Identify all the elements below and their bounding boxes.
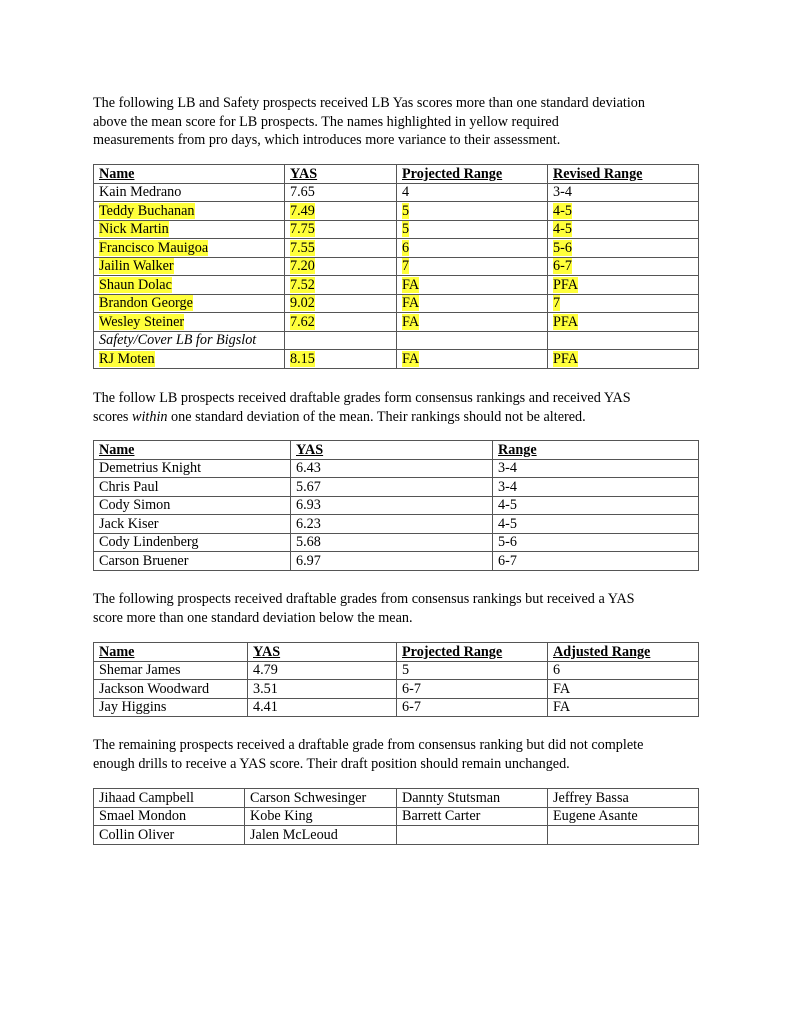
table-row [94, 459, 699, 478]
name-cell: Collin Oliver [94, 826, 245, 845]
name-cell: Eugene Asante [548, 807, 699, 826]
name-cell: Jeffrey Bassa [548, 789, 699, 808]
table-row [94, 552, 699, 571]
cell-name: Wesley Steiner [94, 313, 285, 332]
table-row [94, 698, 699, 717]
cell-name: Chris Paul [94, 478, 291, 497]
cell-projected: FA [397, 313, 548, 332]
cell-name: Brandon George [94, 294, 285, 313]
cell-yas: 4.41 [248, 698, 397, 717]
header-range: Range [493, 441, 699, 460]
table-row [94, 183, 699, 202]
name-cell: Jihaad Campbell [94, 789, 245, 808]
cell-name: Jailin Walker [94, 257, 285, 276]
emphasis-within: within [132, 408, 168, 425]
cell-yas: 5.68 [291, 533, 493, 552]
table-header-row [94, 441, 699, 460]
below-sd-paragraph [93, 590, 703, 627]
name-cell [397, 826, 548, 845]
lb-yas-below-table [93, 642, 699, 717]
table-row [94, 257, 699, 276]
table-row [94, 789, 699, 808]
cell-revised: PFA [548, 313, 699, 332]
cell-revised: 4-5 [548, 220, 699, 239]
cell-range: 3-4 [493, 459, 699, 478]
cell-projected: 5 [397, 661, 548, 680]
cell-adjusted: FA [548, 698, 699, 717]
table-row [94, 496, 699, 515]
name-cell: Jalen McLeoud [245, 826, 397, 845]
cell-yas: 5.67 [291, 478, 493, 497]
intro-line: measurements from pro days, which introduces more variance to their assessment. [93, 132, 561, 148]
cell-yas: 7.55 [285, 239, 397, 258]
no-yas-names-table [93, 788, 699, 845]
cell-revised: PFA [548, 276, 699, 295]
paragraph-line: The remaining prospects received a draftable grade from consensus ranking but did not complete [93, 737, 644, 753]
cell-name: Jackson Woodward [94, 680, 248, 699]
table-row [94, 478, 699, 497]
name-cell: Smael Mondon [94, 807, 245, 826]
header-yas: YAS [285, 165, 397, 184]
cell-yas: 3.51 [248, 680, 397, 699]
header-revised-range: Revised Range [548, 165, 699, 184]
cell-name: Jack Kiser [94, 515, 291, 534]
cell-empty [548, 331, 699, 350]
cell-name: Nick Martin [94, 220, 285, 239]
table-row [94, 313, 699, 332]
header-name: Name [94, 165, 285, 184]
header-projected-range: Projected Range [397, 165, 548, 184]
table-row [94, 515, 699, 534]
cell-yas: 7.52 [285, 276, 397, 295]
table-row [94, 807, 699, 826]
cell-name: Cody Simon [94, 496, 291, 515]
cell-projected: 7 [397, 257, 548, 276]
cell-projected: 6 [397, 239, 548, 258]
table-row [94, 680, 699, 699]
cell-adjusted: FA [548, 680, 699, 699]
table-row [94, 276, 699, 295]
cell-name: Shemar James [94, 661, 248, 680]
cell-yas: 7.20 [285, 257, 397, 276]
table-row [94, 239, 699, 258]
cell-projected: FA [397, 276, 548, 295]
cell-revised: 5-6 [548, 239, 699, 258]
table-row [94, 202, 699, 221]
table-row [94, 826, 699, 845]
paragraph-line: scores within one standard deviation of the mean. Their rankings should not be altered. [93, 408, 586, 425]
cell-name: Kain Medrano [94, 183, 285, 202]
cell-range: 3-4 [493, 478, 699, 497]
cell-yas: 8.15 [285, 350, 397, 369]
intro-line: The following LB and Safety prospects received LB Yas scores more than one standard deviation [93, 95, 645, 111]
cell-projected: 6-7 [397, 680, 548, 699]
name-cell: Dannty Stutsman [397, 789, 548, 808]
cell-yas: 6.97 [291, 552, 493, 571]
no-yas-paragraph [93, 736, 703, 773]
table-row [94, 294, 699, 313]
cell-range: 6-7 [493, 552, 699, 571]
name-cell: Barrett Carter [397, 807, 548, 826]
cell-projected: 5 [397, 220, 548, 239]
cell-name: Francisco Mauigoa [94, 239, 285, 258]
table-row [94, 661, 699, 680]
cell-revised: 4-5 [548, 202, 699, 221]
table-row [94, 350, 699, 369]
paragraph-line: The follow LB prospects received draftable grades form consensus rankings and received YAS [93, 390, 631, 406]
lb-yas-above-table [93, 164, 699, 369]
cell-projected: 4 [397, 183, 548, 202]
paragraph-line: The following prospects received draftable grades from consensus rankings but received a YAS [93, 591, 635, 607]
cell-revised: PFA [548, 350, 699, 369]
cell-range: 5-6 [493, 533, 699, 552]
cell-name: Jay Higgins [94, 698, 248, 717]
cell-name: Cody Lindenberg [94, 533, 291, 552]
paragraph-line: score more than one standard deviation below the mean. [93, 609, 413, 626]
cell-yas: 9.02 [285, 294, 397, 313]
cell-yas: 7.75 [285, 220, 397, 239]
cell-yas: 6.93 [291, 496, 493, 515]
cell-projected: FA [397, 294, 548, 313]
intro-line: above the mean score for LB prospects. The names highlighted in yellow required [93, 113, 559, 130]
within-sd-paragraph [93, 389, 703, 426]
table-header-row [94, 643, 699, 662]
table-header-row [94, 165, 699, 184]
subheader-cell: Safety/Cover LB for Bigslot [94, 331, 285, 350]
name-cell: Kobe King [245, 807, 397, 826]
cell-range: 4-5 [493, 515, 699, 534]
name-cell [548, 826, 699, 845]
cell-name: Carson Bruener [94, 552, 291, 571]
intro-paragraph [93, 94, 703, 150]
cell-yas: 7.65 [285, 183, 397, 202]
cell-yas: 7.49 [285, 202, 397, 221]
cell-name: Demetrius Knight [94, 459, 291, 478]
cell-empty [285, 331, 397, 350]
cell-yas: 7.62 [285, 313, 397, 332]
cell-revised: 3-4 [548, 183, 699, 202]
cell-name: Shaun Dolac [94, 276, 285, 295]
cell-revised: 7 [548, 294, 699, 313]
table-subheader-row [94, 331, 699, 350]
cell-projected: 5 [397, 202, 548, 221]
header-adjusted-range: Adjusted Range [548, 643, 699, 662]
cell-projected: 6-7 [397, 698, 548, 717]
cell-name: Teddy Buchanan [94, 202, 285, 221]
name-cell: Carson Schwesinger [245, 789, 397, 808]
cell-adjusted: 6 [548, 661, 699, 680]
paragraph-line: enough drills to receive a YAS score. Their draft position should remain unchanged. [93, 755, 570, 772]
header-name: Name [94, 441, 291, 460]
header-projected-range: Projected Range [397, 643, 548, 662]
cell-yas: 6.43 [291, 459, 493, 478]
cell-name: RJ Moten [94, 350, 285, 369]
header-name: Name [94, 643, 248, 662]
cell-yas: 6.23 [291, 515, 493, 534]
header-yas: YAS [291, 441, 493, 460]
table-row [94, 220, 699, 239]
lb-yas-within-table [93, 440, 699, 571]
cell-revised: 6-7 [548, 257, 699, 276]
cell-projected: FA [397, 350, 548, 369]
cell-empty [397, 331, 548, 350]
table-row [94, 533, 699, 552]
cell-range: 4-5 [493, 496, 699, 515]
cell-yas: 4.79 [248, 661, 397, 680]
header-yas: YAS [248, 643, 397, 662]
